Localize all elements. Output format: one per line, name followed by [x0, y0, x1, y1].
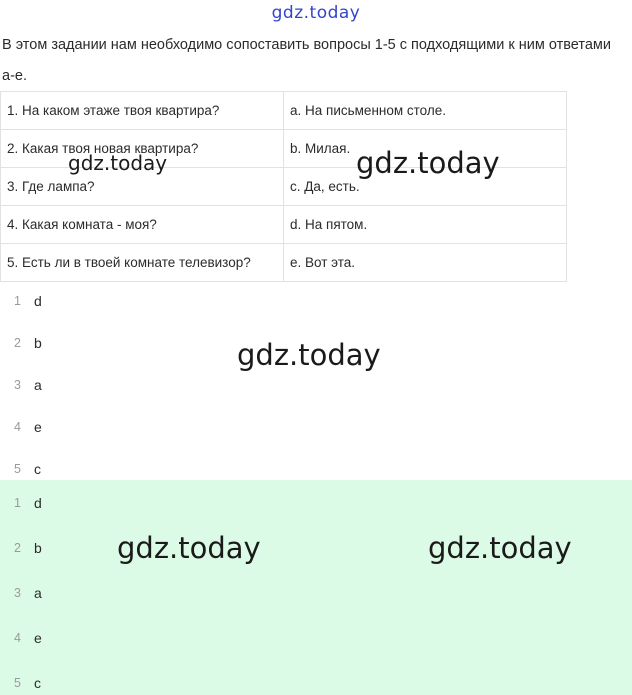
watermark: gdz.today	[356, 146, 500, 180]
item-value: a	[34, 377, 42, 393]
answer-list-highlighted	[0, 480, 632, 695]
watermark: gdz.today	[237, 338, 381, 372]
answer-cell: d. На пятом.	[284, 206, 567, 244]
table-row	[1, 168, 567, 206]
answer-cell: a. На письменном столе.	[284, 92, 567, 130]
question-cell: 1. На каком этаже твоя квартира?	[1, 92, 284, 130]
item-number: 5	[14, 675, 21, 690]
item-value: a	[34, 584, 42, 601]
item-number: 5	[14, 462, 21, 476]
item-number: 2	[14, 336, 21, 350]
item-number: 4	[14, 420, 21, 434]
item-value: d	[34, 494, 42, 511]
list-item	[0, 280, 632, 322]
watermark: gdz.today	[68, 151, 168, 175]
item-number: 3	[14, 378, 21, 392]
task-description: В этом задании нам необходимо сопоставить вопросы 1-5 с подходящими к ним ответами а-е.	[2, 37, 611, 84]
item-value: b	[34, 335, 42, 351]
question-cell: 3. Где лампа?	[1, 168, 284, 206]
item-value: c	[34, 461, 41, 477]
matching-table	[0, 91, 567, 282]
question-cell: 2. Какая твоя новая квартира?	[1, 130, 284, 168]
item-number: 3	[14, 585, 21, 600]
list-item	[0, 406, 632, 448]
table-row	[1, 130, 567, 168]
answer-cell: b. Милая.	[284, 130, 567, 168]
item-value: d	[34, 293, 42, 309]
item-number: 4	[14, 630, 21, 645]
answer-cell: c. Да, есть.	[284, 168, 567, 206]
table-row	[1, 244, 567, 282]
item-value: e	[34, 419, 42, 435]
watermark: gdz.today	[117, 531, 261, 565]
question-cell: 5. Есть ли в твоей комнате телевизор?	[1, 244, 284, 282]
table-row	[1, 206, 567, 244]
list-item	[0, 480, 632, 525]
item-number: 2	[14, 540, 21, 555]
answer-cell: e. Вот эта.	[284, 244, 567, 282]
list-item	[0, 615, 632, 660]
list-item	[0, 525, 632, 570]
site-logo[interactable]: gdz.today	[271, 3, 361, 23]
question-cell: 4. Какая комната - моя?	[1, 206, 284, 244]
list-item	[0, 660, 632, 695]
answer-list	[0, 280, 632, 490]
item-value: b	[34, 539, 42, 556]
list-item	[0, 570, 632, 615]
item-number: 1	[14, 294, 21, 308]
item-value: c	[34, 674, 41, 691]
item-number: 1	[14, 495, 21, 510]
table-row	[1, 92, 567, 130]
item-value: e	[34, 629, 42, 646]
list-item	[0, 364, 632, 406]
watermark: gdz.today	[428, 531, 572, 565]
list-item	[0, 322, 632, 364]
